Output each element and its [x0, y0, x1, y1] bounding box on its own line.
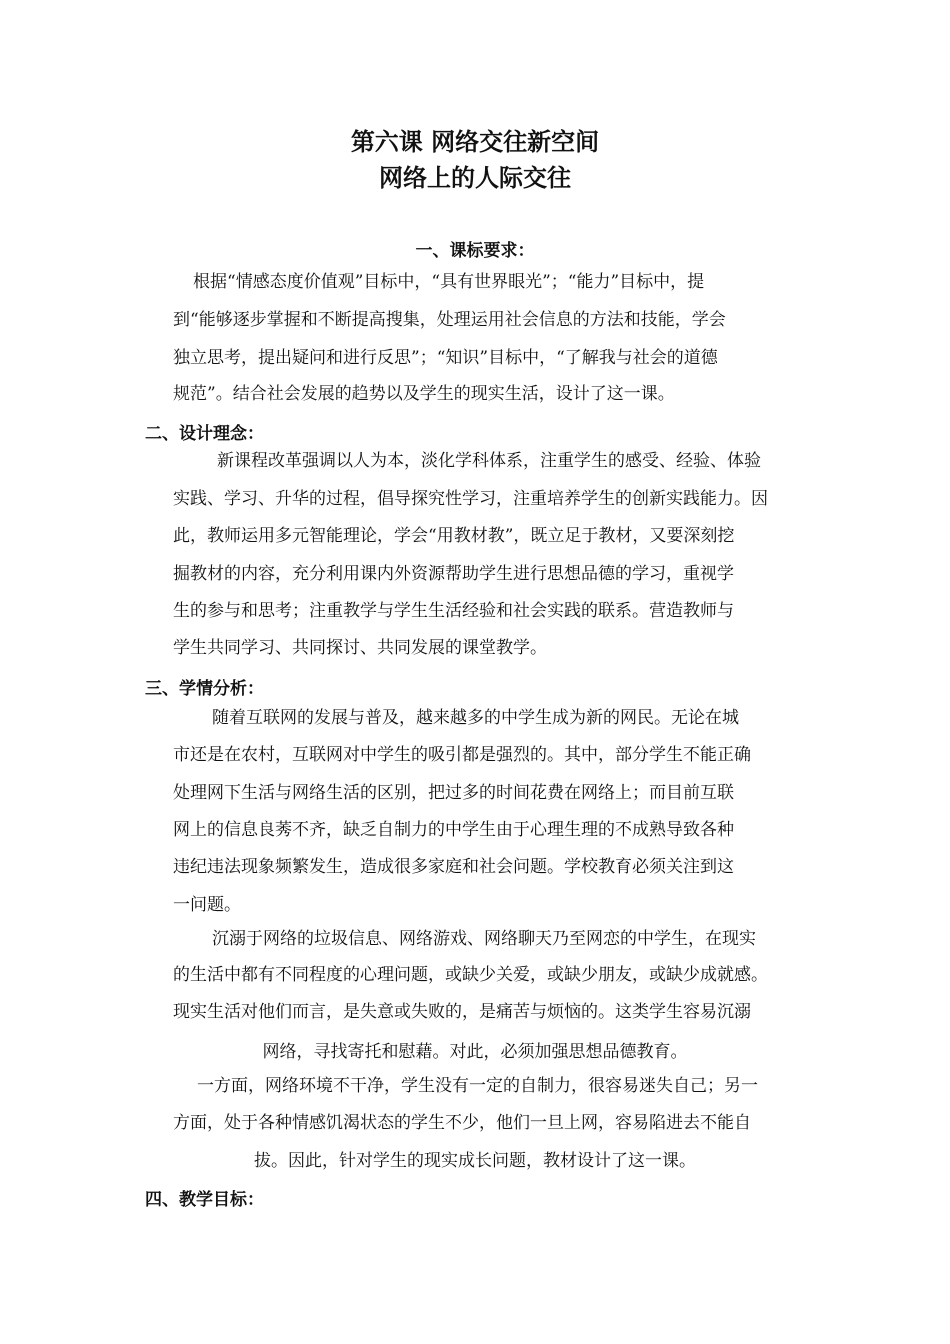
paragraph-line: 的生活中都有不同程度的心理问题，或缺少关爱，或缺少朋友，或缺少成就感。	[173, 965, 768, 985]
paragraph-line: 现实生活对他们而言，是失意或失败的，是痛苦与烦恼的。这类学生容易沉溺	[173, 1002, 751, 1022]
paragraph-line: 一方面，网络环境不干净，学生没有一定的自制力，很容易迷失自己；另一	[197, 1076, 758, 1096]
section-heading-standards: 一、课标要求：	[415, 241, 535, 261]
paragraph-line: 违纪违法现象频繁发生，造成很多家庭和社会问题。学校教育必须关注到这	[173, 857, 734, 877]
section-heading-teaching-goals: 四、教学目标：	[145, 1190, 264, 1210]
document-title: 第六课 网络交往新空间	[350, 128, 600, 156]
paragraph-line: 随着互联网的发展与普及，越来越多的中学生成为新的网民。无论在城	[212, 708, 739, 728]
paragraph-line: 网络，寻找寄托和慰藉。对此，必须加强思想品德教育。	[262, 1042, 688, 1062]
paragraph-line: 实践、学习、升华的过程，倡导探究性学习，注重培养学生的创新实践能力。因	[173, 489, 768, 509]
paragraph-line: 根据“情感态度价值观”目标中，“具有世界眼光”；“能力”目标中，提	[193, 272, 705, 292]
section-heading-design-concept: 二、设计理念：	[145, 424, 264, 444]
document-subtitle: 网络上的人际交往	[379, 164, 571, 192]
paragraph-line: 一问题。	[173, 895, 241, 915]
paragraph-line: 学生共同学习、共同探讨、共同发展的课堂教学。	[173, 638, 547, 658]
paragraph-line: 市还是在农村，互联网对中学生的吸引都是强烈的。其中，部分学生不能正确	[173, 745, 751, 765]
paragraph-line: 方面，处于各种情感饥渴状态的学生不少，他们一旦上网，容易陷进去不能自	[173, 1113, 751, 1133]
section-heading-student-analysis: 三、学情分析：	[145, 679, 264, 699]
paragraph-line: 网上的信息良莠不齐，缺乏自制力的中学生由于心理生理的不成熟导致各种	[173, 820, 734, 840]
paragraph-line: 掘教材的内容，充分利用课内外资源帮助学生进行思想品德的学习，重视学	[173, 564, 734, 584]
paragraph-line: 独立思考，提出疑问和进行反思”；“知识”目标中，“了解我与社会的道德	[173, 348, 718, 368]
paragraph-line: 新课程改革强调以人为本，淡化学科体系，注重学生的感受、经验、体验	[217, 451, 761, 471]
paragraph-line: 生的参与和思考；注重教学与学生生活经验和社会实践的联系。营造教师与	[173, 601, 734, 621]
paragraph-line: 此，教师运用多元智能理论，学会“用教材教”，既立足于教材，又要深刻挖	[173, 526, 735, 546]
paragraph-line: 拔。因此，针对学生的现实成长问题，教材设计了这一课。	[254, 1151, 696, 1171]
paragraph-line: 沉溺于网络的垃圾信息、网络游戏、网络聊天乃至网恋的中学生，在现实	[212, 929, 756, 949]
paragraph-line: 到“能够逐步掌握和不断提高搜集，处理运用社会信息的方法和技能，学会	[173, 310, 726, 330]
paragraph-line: 规范”。结合社会发展的趋势以及学生的现实生活，设计了这一课。	[173, 384, 675, 404]
paragraph-line: 处理网下生活与网络生活的区别，把过多的时间花费在网络上；而目前互联	[173, 783, 734, 803]
